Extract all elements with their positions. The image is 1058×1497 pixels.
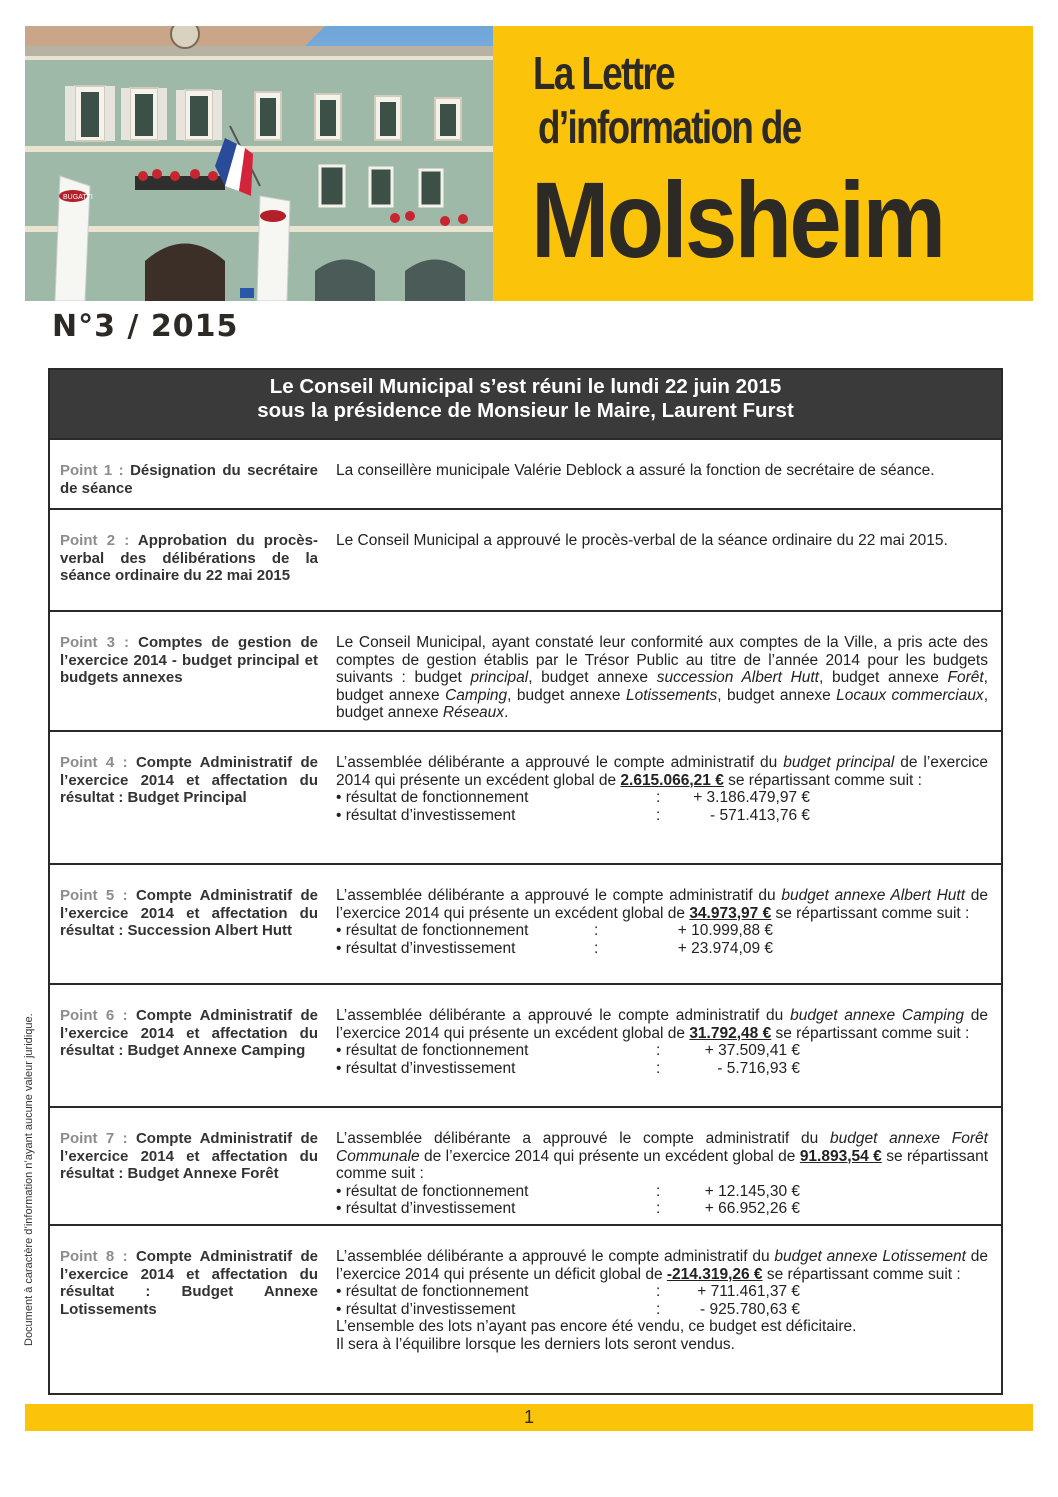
point-4-row-investissement: • résultat d’investissement : - 571.413,76 € (336, 806, 810, 824)
point-2-title (60, 532, 318, 585)
point-5-title-text: Compte Administratif de l’exercice 2014 et affectation du résultat : Succession Albert Hutt (60, 887, 318, 939)
point-7 (50, 1106, 1001, 1224)
point-4-row-fonctionnement: • résultat de fonctionnement : + 3.186.479,97 € (336, 789, 810, 806)
point-1-title (60, 462, 318, 497)
point-8-text: L’assemblée délibérante a approuvé le compte administratif du budget annexe Lotissement de l’exercice 2014 qui présente un déficit global de -214.319,26 € se répartissant comme suit : • résultat de fonctionnement : + 711.461,37 € • résultat d’investissement : - 925.780,63 € L’ensemble des lots n’ayant pas encore été vendu, ce budget est déficitaire. Il sera à l’équilibre lorsque les derniers lots seront vendus. (336, 1248, 988, 1353)
point-3-text: Le Conseil Municipal, ayant constaté leur conformité aux comptes de la Ville, a pris acte des comptes de gestion établis par le Trésor Public au titre de l’année 2014 pour les budgets suivants : budget principal, budget annexe succession Albert Hutt, budget annexe Forêt, budget annexe Camping, budget annexe Lotissements, budget annexe Locaux commerciaux, budget annexe Réseaux. (336, 634, 988, 721)
point-4 (50, 730, 1001, 863)
council-heading-line-2: sous la présidence de Monsieur le Maire, Laurent Furst (257, 399, 794, 422)
point-6-number: Point 6 : (60, 1007, 128, 1024)
point-2-title-text: Approbation du procès-verbal des délibérations de la séance ordinaire du 22 mai 2015 (60, 532, 318, 584)
point-6 (50, 983, 1001, 1106)
title-banner (493, 26, 1033, 301)
point-8-row-fonctionnement: • résultat de fonctionnement : + 711.461,37 € (336, 1283, 800, 1300)
issue-number: N°3 / 2015 (52, 309, 239, 344)
point-1-number: Point 1 : (60, 462, 124, 479)
council-box (48, 368, 1003, 1395)
point-6-amount: 31.792,48 € (689, 1024, 772, 1042)
point-1-text: La conseillère municipale Valérie Deblock a assuré la fonction de secrétaire de séance. (336, 462, 935, 479)
point-4-amount: 2.615.066,21 € (620, 771, 724, 789)
point-8-number: Point 8 : (60, 1248, 128, 1265)
council-heading (50, 370, 1001, 438)
point-5-title (60, 887, 318, 940)
point-4-title (60, 754, 318, 807)
point-3-number: Point 3 : (60, 634, 130, 651)
point-5 (50, 863, 1001, 983)
title-line-2: d’information de (538, 101, 801, 153)
point-5-amount: 34.973,97 € (689, 904, 772, 922)
point-6-title (60, 1007, 318, 1060)
point-8-row-investissement: • résultat d’investissement : - 925.780,63 € (336, 1300, 800, 1318)
point-2 (50, 508, 1001, 610)
point-1-title-text: Désignation du secrétaire de séance (60, 462, 318, 497)
point-7-text: L’assemblée délibérante a approuvé le compte administratif du budget annexe Forêt Communale de l’exercice 2014 qui présente un excédent global de 91.893,54 € se répartissant comme suit : • résultat de fonctionnement : + 12.145,30 € • résultat d’investissement : + 66.952,26 € (336, 1130, 988, 1217)
legal-side-note: Document à caractère d’information n’ayant aucune valeur juridique. (23, 1013, 35, 1346)
point-1 (50, 438, 1001, 508)
point-6-title-text: Compte Administratif de l’exercice 2014 et affectation du résultat : Budget Annexe Camping (60, 1007, 318, 1059)
point-4-number: Point 4 : (60, 754, 128, 771)
point-8-outro-1: L’ensemble des lots n’ayant pas encore été vendu, ce budget est déficitaire. (336, 1318, 857, 1335)
point-7-title (60, 1130, 318, 1183)
point-5-number: Point 5 : (60, 887, 128, 904)
point-7-number: Point 7 : (60, 1130, 128, 1147)
point-8-amount: -214.319,26 € (666, 1265, 763, 1283)
page-number: 1 (523, 1407, 534, 1427)
point-4-text: L’assemblée délibérante a approuvé le compte administratif du budget principal de l’exercice 2014 qui présente un excédent global de 2.615.066,21 € se répartissant comme suit : • résultat de fonctionnement : + 3.186.479,97 € • résultat d’investissement : - 571.413,76 € (336, 754, 988, 824)
town-hall-photo (25, 26, 493, 301)
point-7-row-investissement: • résultat d’investissement : + 66.952,26 € (336, 1200, 800, 1217)
point-4-title-text: Compte Administratif de l’exercice 2014 et affectation du résultat : Budget Principal (60, 754, 318, 806)
point-7-row-fonctionnement: • résultat de fonctionnement : + 12.145,30 € (336, 1182, 800, 1200)
point-7-title-text: Compte Administratif de l’exercice 2014 et affectation du résultat : Budget Annexe Forêt (60, 1130, 318, 1182)
point-3 (50, 610, 1001, 730)
point-7-amount: 91.893,54 € (799, 1147, 882, 1165)
bugatti-flag-text: BUGATTI (63, 194, 93, 201)
point-3-title-text: Comptes de gestion de l’exercice 2014 - budget principal et budgets annexes (60, 634, 318, 686)
point-5-row-investissement: • résultat d’investissement : + 23.974,09 € (336, 939, 773, 957)
point-2-text: Le Conseil Municipal a approuvé le procès-verbal de la séance ordinaire du 22 mai 2015. (336, 532, 948, 549)
footer-bar (25, 1404, 1033, 1431)
point-5-text: L’assemblée délibérante a approuvé le compte administratif du budget annexe Albert Hutt de l’exercice 2014 qui présente un excédent global de 34.973,97 € se répartissant comme suit : • résultat de fonctionnement : + 10.999,88 € • résultat d’investissement : + 23.974,09 € (336, 887, 988, 957)
point-8-outro-2: Il sera à l’équilibre lorsque les derniers lots seront vendus. (336, 1335, 735, 1353)
point-6-row-investissement: • résultat d’investissement : - 5.716,93 € (336, 1059, 800, 1077)
title-molsheim: Molsheim (531, 159, 944, 280)
point-6-row-fonctionnement: • résultat de fonctionnement : + 37.509,41 € (336, 1042, 800, 1059)
point-5-row-fonctionnement: • résultat de fonctionnement : + 10.999,88 € (336, 922, 773, 939)
title-line-1: La Lettre (533, 47, 675, 99)
point-8 (50, 1224, 1001, 1393)
point-2-number: Point 2 : (60, 532, 130, 549)
point-3-title (60, 634, 318, 687)
council-heading-line-1: Le Conseil Municipal s’est réuni le lundi 22 juin 2015 (269, 375, 782, 398)
point-8-title-text: Compte Administratif de l’exercice 2014 et affectation du résultat : Budget Annexe Lotissements (60, 1248, 318, 1318)
point-6-text: L’assemblée délibérante a approuvé le compte administratif du budget annexe Camping de l’exercice 2014 qui présente un excédent global de 31.792,48 € se répartissant comme suit : • résultat de fonctionnement : + 37.509,41 € • résultat d’investissement : - 5.716,93 € (336, 1007, 988, 1077)
point-8-title (60, 1248, 318, 1318)
